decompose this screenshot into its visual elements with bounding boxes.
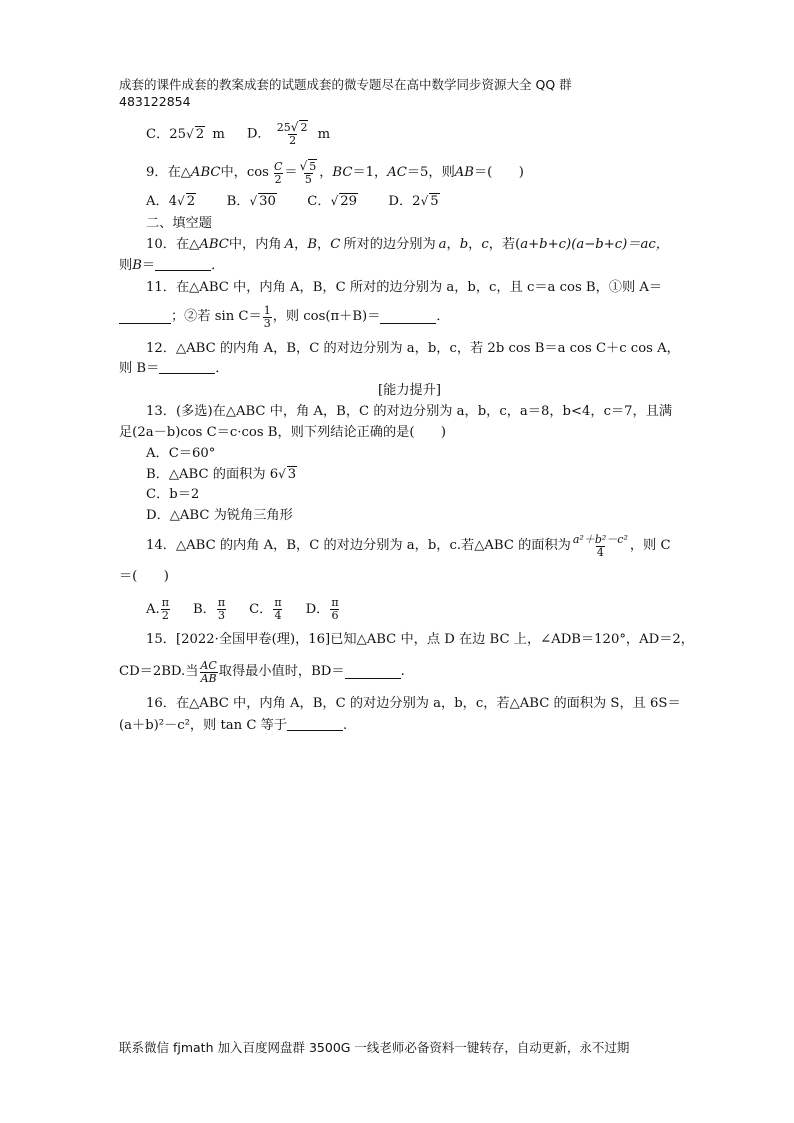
q10-side-a: a <box>438 237 447 252</box>
q15-frac-num: AC <box>200 658 217 672</box>
section-title-ability: [能力提升] <box>378 383 442 398</box>
q11-line-1: 11．在△ABC 中，内角 A，B，C 所对的边分别为 a，b，c，且 c＝a cos B，①则 A＝ <box>146 280 663 295</box>
q11-fraction-one-third <box>263 305 272 330</box>
q11-frac-num: 1 <box>263 303 271 317</box>
q8-d-radicand: 2 <box>300 121 308 134</box>
q9-ac: AC <box>387 165 407 180</box>
q13-option-b: B．△ABC 的面积为 6√ 3 <box>146 467 297 482</box>
q14-area-fraction <box>572 534 629 559</box>
q15-condition: CD＝2BD.当 <box>119 664 199 679</box>
q8-option-d-fraction: $\frac{25√ 2}{2}$ <box>276 120 308 147</box>
q9-option-c-radicand: 29 <box>340 194 358 209</box>
q10-answer-var: B <box>132 258 142 273</box>
q9-option-b-radicand: 30 <box>259 194 276 209</box>
q10-sep-4: ， <box>468 237 482 252</box>
q16-line-1: 16．在△ABC 中，内角 A，B，C 的对边分别为 a，b，c，若△ABC 的面积为 S，且 6S＝ <box>146 696 681 711</box>
q13-line-1: 13．(多选)在△ABC 中，角 A，B，C 的对边分别为 a，b，c，a＝8，b<4，c＝7，且满 <box>146 404 673 419</box>
q9-option-c-label: C． <box>307 194 331 209</box>
q10-line-1 <box>146 237 669 253</box>
q10-line-2: 则B＝ ． <box>119 258 225 273</box>
q14-prefix: 14．△ABC 的内角 A，B，C 的对边分别为 a，b，c.若△ABC 的面积为 <box>146 538 571 553</box>
q14-option-c <box>249 597 284 622</box>
header-line-2: 483122854 <box>119 94 191 109</box>
q16-line-2 <box>119 718 347 734</box>
q10-if: ，若( <box>488 237 521 252</box>
q15-line-1: 15．[2022·全国甲卷(理)，16]已知△ABC 中，点 D 在边 BC 上，∠ADB＝120°，AD＝2， <box>146 632 694 647</box>
q14-option-b-den: 3 <box>217 608 225 622</box>
q12-line-2 <box>119 361 228 377</box>
q14-option-c-label: C． <box>249 601 273 617</box>
q9-eq: ＝ <box>284 165 298 180</box>
q9-frac1-den: 2 <box>274 172 282 186</box>
q10-expression: a+b+c)(a−b+c)＝ac， <box>520 237 669 252</box>
q14-option-a-label: A. <box>146 601 160 617</box>
q9-fraction-c-over-2 <box>273 161 283 186</box>
q8-option-d-unit: m <box>317 126 331 142</box>
q14-options <box>146 592 341 626</box>
q14-option-d-label: D． <box>305 601 330 617</box>
q12-then: 则 B＝ <box>119 361 160 376</box>
q10-angle-b: B <box>307 237 318 252</box>
q9-option-c: C．√ 29 <box>307 194 358 209</box>
q10-equals: ＝ <box>141 258 156 273</box>
q10-prefix: 10．在△ <box>146 237 200 252</box>
q8-option-c-label: C．25 <box>146 126 187 142</box>
q11-part2-ask: ，则 cos(π＋B)＝ <box>272 309 381 324</box>
q13-option-b-radicand: 3 <box>287 467 297 482</box>
q10-sep-2: ， <box>317 237 331 252</box>
q9-rest-4: ＝( ) <box>474 165 524 180</box>
q15-frac-den: AB <box>200 671 217 685</box>
q13-option-a: A．C＝60° <box>146 446 216 461</box>
q16-period: . <box>343 718 348 733</box>
q11-line-2 <box>119 300 450 334</box>
q9-frac1-num: C <box>273 159 283 173</box>
q9-option-a-radicand: 2 <box>186 194 196 209</box>
q9-prefix: 9．在△ <box>146 165 191 180</box>
q15-period: . <box>400 664 405 679</box>
q11-period: ． <box>436 309 450 324</box>
q14-option-a-den: 2 <box>161 608 169 622</box>
q15-ask: 取得最小值时，BD＝ <box>218 664 345 679</box>
q10-angle-c: C <box>330 237 341 252</box>
q9-option-d-radicand: 5 <box>430 194 439 209</box>
q14-option-a <box>146 597 171 622</box>
q10-side-b: b <box>459 237 469 252</box>
q12-answer-blank[interactable] <box>159 361 215 374</box>
q9-option-d: D．2√ 5 <box>388 194 439 209</box>
q14-option-d <box>306 597 341 622</box>
q16-condition: (a＋b)²－c²，则 tan C 等于 <box>119 718 287 733</box>
q8-option-d-label: D． <box>246 126 271 142</box>
q8-option-c: C．25√ 2 m <box>146 126 225 142</box>
q9-abc: ABC <box>190 165 221 180</box>
q9-rest-1: ， <box>319 165 333 180</box>
q13-option-d: D．△ABC 为锐角三角形 <box>146 508 293 523</box>
q14-line-1 <box>146 528 671 564</box>
q10-angle-a: A <box>284 237 295 252</box>
q14-option-c-num: π <box>274 595 282 609</box>
q8-d-den: 2 <box>289 134 297 147</box>
q14-line-2: ＝( ) <box>119 569 169 584</box>
q12-period: ． <box>215 361 229 376</box>
header-line-1: 成套的课件成套的教案成套的试题成套的微专题尽在高中数学同步资源大全 QQ 群 <box>119 77 572 92</box>
q8-option-c-radicand: 2 <box>195 126 205 142</box>
q9-fraction-root5-over-5: $\frac{√ 5}{5}$ <box>299 159 317 186</box>
q9-option-b: B．√ 30 <box>226 194 276 209</box>
q10-abc: ABC <box>199 237 229 252</box>
q11-frac-den: 3 <box>263 316 271 330</box>
q8-options <box>146 118 330 150</box>
q13-option-c: C．b＝2 <box>146 487 200 502</box>
q10-sep-1: ， <box>294 237 308 252</box>
q15-fraction-ac-over-ab <box>199 660 217 685</box>
q9-mid: 中，cos <box>220 165 269 180</box>
q14-option-c-den: 4 <box>274 608 282 622</box>
q10-sep-3: ， <box>446 237 460 252</box>
q16-answer-blank[interactable] <box>287 718 343 731</box>
q9-stem <box>146 156 524 190</box>
q10-then: 则 <box>119 258 133 273</box>
q9-option-b-label: B． <box>226 194 250 209</box>
q8-d-num: 25 <box>276 121 291 134</box>
q9-rest-2: ＝1， <box>352 165 388 180</box>
q14-option-b-label: B． <box>192 601 216 617</box>
q11-answer-blank-2[interactable] <box>380 311 436 324</box>
q14-option-d-num: π <box>331 595 339 609</box>
footer-note: 联系微信 fjmath 加入百度网盘群 3500G 一线老师必备资料一键转存，自动更新，永不过期 <box>119 1040 630 1055</box>
q14-option-a-num: π <box>161 595 169 609</box>
q9-rest-3: ＝5，则 <box>406 165 455 180</box>
q9-frac2-radicand: 5 <box>309 160 317 173</box>
q10-answer-blank[interactable] <box>155 258 211 271</box>
q8-option-d <box>247 121 330 147</box>
section-title-fill-in: 二、填空题 <box>146 216 212 231</box>
q14-option-d-den: 6 <box>331 608 339 622</box>
q13-line-2: 足(2a－b)cos C＝c·cos B，则下列结论正确的是( ) <box>119 425 447 440</box>
q10-side-c: c <box>481 237 489 252</box>
q15-answer-blank[interactable] <box>345 666 401 679</box>
q14-frac-num: a²＋b²－c² <box>572 532 628 546</box>
q10-inner-angles: 中，内角 <box>228 237 282 252</box>
q8-option-c-unit: m <box>212 126 225 142</box>
q9-bc: BC <box>332 165 353 180</box>
q10-opposite-sides: 所对的边分别为 <box>343 237 436 252</box>
q14-frac-den: 4 <box>596 545 604 559</box>
q9-frac2-den: 5 <box>304 173 312 186</box>
q11-part2-prefix: ；②若 sin C＝ <box>171 309 262 324</box>
q9-options <box>146 193 440 210</box>
q14-option-b-num: π <box>217 595 226 609</box>
q14-option-b <box>193 597 227 622</box>
q12-line-1: 12．△ABC 的内角 A，B，C 的对边分别为 a，b，c，若 2b cos B＝a cos C＋c cos A， <box>146 341 680 356</box>
q9-ab: AB <box>454 165 474 180</box>
q9-option-a-label: A．4 <box>146 194 178 209</box>
q13-option-b-label: B．△ABC 的面积为 6 <box>146 467 279 482</box>
q9-option-a: A．4√ 2 <box>146 194 196 209</box>
q15-line-2 <box>119 655 405 689</box>
q11-answer-blank-1[interactable] <box>119 311 171 324</box>
q9-option-d-label: D．2 <box>388 194 421 209</box>
q14-ask: ，则 C <box>629 538 671 553</box>
